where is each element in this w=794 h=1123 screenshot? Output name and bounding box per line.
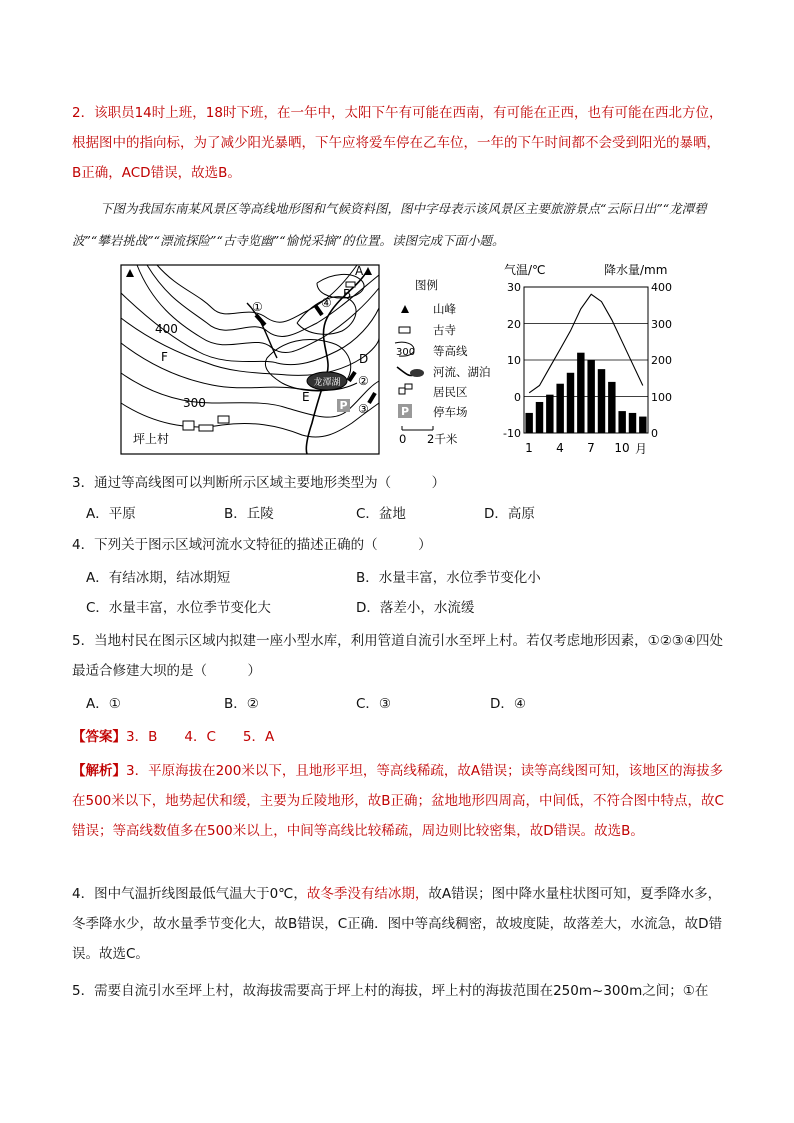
label-f: F [161, 350, 168, 364]
analysis-q4 [72, 879, 724, 969]
site-4: ④ [321, 296, 332, 310]
q4-option-d[interactable]: D．落差小，水流缓 [356, 600, 475, 616]
river [306, 271, 367, 454]
precipitation-bar [608, 382, 615, 433]
question-intro: 下图为我国东南某风景区等高线地形图和气候资料图，图中字母表示该风景区主要旅游景点“云际日出”“龙潭碧波”“攀岩挑战”“漂流探险”“古寺览幽”“愉悦采摘”的位置。读图完成下面小题。 [72, 201, 707, 248]
y-right-tick: 100 [651, 391, 672, 404]
q4-option-c[interactable]: C．水量丰富，水位季节变化大 [86, 600, 271, 616]
y-left-tick: -10 [503, 427, 521, 440]
label-a: A [355, 264, 364, 278]
village-block [218, 416, 229, 423]
peak-icon [126, 269, 134, 277]
contour-300: 300 [183, 396, 206, 410]
label-d: D [359, 352, 369, 366]
q5-option-b[interactable]: B．② [224, 696, 259, 712]
parking-label: P [339, 399, 348, 412]
legend-item: 古寺 [433, 323, 456, 337]
precipitation-bar [639, 417, 646, 433]
peak-icon [364, 267, 372, 275]
legend-item: 河流、湖泊 [433, 365, 491, 379]
q5-option-c[interactable]: C．③ [356, 696, 392, 712]
y-right-label: 降水量/mm [604, 263, 668, 277]
legend-lake-icon [410, 369, 424, 377]
legend-village-icon [399, 388, 405, 394]
x-tick: 10 [614, 441, 630, 455]
lake-label: 龙潭湖 [313, 378, 341, 388]
analysis-q4-part1: 4．图中气温折线图最低气温大于0℃， [72, 886, 307, 902]
precipitation-bar [598, 369, 605, 433]
legend-item: 等高线 [433, 344, 468, 358]
village-block [183, 421, 194, 430]
site-3: ③ [358, 402, 369, 416]
map-legend [395, 278, 491, 446]
q4-option-a[interactable]: A．有结冰期，结冰期短 [86, 570, 231, 586]
q5-stem: 5．当地村民在图示区域内拟建一座小型水库，利用管道自流引水至坪上村。若仅考虑地形因素，①②③④四处最适合修建大坝的是（ ） [72, 633, 723, 679]
precipitation-bar [567, 373, 574, 433]
legend-title: 图例 [415, 278, 438, 292]
label-b: B [343, 287, 352, 301]
precipitation-bar [577, 353, 584, 433]
precipitation-bar [525, 413, 532, 433]
q4-stem: 4．下列关于图示区域河流水文特征的描述正确的（ ） [72, 537, 432, 553]
y-left-tick: 0 [514, 391, 521, 404]
analysis-label: 【解析】 [72, 763, 126, 779]
q2-number: 2 [72, 105, 81, 121]
q3-stem: 3．通过等高线图可以判断所示区域主要地形类型为（ ） [72, 475, 446, 491]
q2-explanation [72, 98, 724, 188]
temperature-line [529, 294, 643, 393]
x-unit: 月 [634, 442, 648, 456]
scale-zero: 0 [399, 432, 407, 446]
village-label: 坪上村 [133, 432, 170, 446]
x-tick: 1 [525, 441, 533, 455]
scale-label: 2千米 [427, 432, 458, 446]
y-left-tick: 10 [507, 354, 521, 367]
precipitation-bar [536, 402, 543, 433]
analysis-q5: 5．需要自流引水至坪上村，故海拔需要高于坪上村的海拔，坪上村的海拔范围在250m~300m之间；①在 [72, 983, 709, 999]
precipitation-bar [546, 395, 553, 433]
legend-item: 停车场 [433, 405, 468, 419]
y-right-tick: 200 [651, 354, 672, 367]
y-right-tick: 400 [651, 281, 672, 294]
analysis-q4-part3: 故A错误；图中降水量柱状图可知，夏季降水多，冬季降水少，故水量季节变化大，故B错误，C正确．图中等高线稠密，故坡度陡，故落差大，水流急，故D错误。故选C。 [72, 886, 723, 962]
analysis-q3-text: 3．平原海拔在200米以下，且地形平坦，等高线稀疏，故A错误；读等高线图可知，该地区的海拔多在500米以下，地势起伏和缓，主要为丘陵地形，故B正确；盆地地形四周高，中间低，不符合图中特点，故C错误；等高线数值多在500米以上，中间等高线比较稀疏，周边则比较密集，故D错误。故选B。 [72, 763, 724, 839]
legend-peak-icon [401, 305, 409, 313]
label-e: E [302, 390, 310, 404]
analysis-q4-part2: 故冬季没有结冰期， [306, 886, 429, 902]
y-left-tick: 30 [507, 281, 521, 294]
q3-option-d[interactable]: D．高原 [484, 506, 535, 522]
q5-option-a[interactable]: A．① [86, 696, 121, 712]
y-left-tick: 20 [507, 318, 521, 331]
precipitation-bar [618, 411, 625, 433]
map-frame [121, 265, 379, 454]
contour-map-figure [117, 263, 503, 461]
y-right-tick: 0 [651, 427, 658, 440]
precipitation-bar [629, 413, 636, 433]
answer-text: 3．B 4．C 5．A [126, 729, 275, 745]
q5-option-d[interactable]: D．④ [490, 696, 526, 712]
legend-contour-value: 300 [396, 347, 416, 358]
precipitation-bar [556, 384, 563, 433]
climate-chart-figure [500, 260, 700, 464]
legend-item: 居民区 [433, 385, 468, 399]
climate-chart [500, 260, 700, 460]
legend-parking-label: P [400, 405, 410, 418]
site-1: ① [252, 300, 263, 314]
x-tick: 7 [587, 441, 595, 455]
q3-option-a[interactable]: A．平原 [86, 506, 136, 522]
site-2: ② [358, 374, 369, 388]
y-left-label: 气温/℃ [504, 263, 546, 277]
x-tick: 4 [556, 441, 564, 455]
q2-text: ．该职员14时上班，18时下班，在一年中，太阳下午有可能在西南，有可能在正西，也有可能在西北方位，根据图中的指向标，为了减少阳光暴晒，下午应将爱车停在乙车位，一年的下午时间都不会受到阳光的暴晒，B正确，ACD错误，故选B。 [72, 105, 723, 181]
answer-label: 【答案】 [72, 729, 126, 745]
analysis-q3 [72, 756, 724, 846]
legend-temple-icon [399, 327, 410, 333]
y-right-tick: 300 [651, 318, 672, 331]
q3-option-b[interactable]: B．丘陵 [224, 506, 274, 522]
contour-400: 400 [155, 322, 178, 336]
legend-item: 山峰 [433, 302, 456, 316]
precipitation-bar [587, 360, 594, 433]
contour-map [117, 263, 503, 457]
answer-line [72, 722, 724, 752]
village-block [199, 425, 213, 431]
q3-option-c[interactable]: C．盆地 [356, 506, 406, 522]
q4-option-b[interactable]: B．水量丰富，水位季节变化小 [356, 570, 541, 586]
